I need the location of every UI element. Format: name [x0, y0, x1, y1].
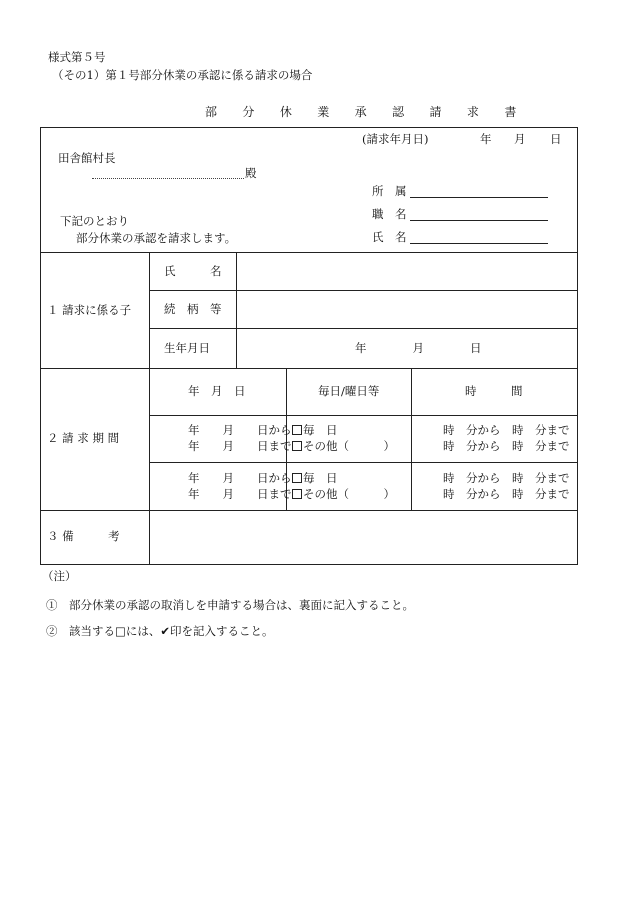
position-label: 職 名 [372, 207, 407, 221]
every-day-label: 毎 日 [303, 423, 338, 437]
table-border-right [577, 127, 578, 565]
name-field[interactable] [410, 243, 548, 244]
section2-col-divider-2 [411, 368, 412, 510]
table-border-top [40, 127, 577, 128]
other-label: その他（ ） [303, 439, 395, 453]
column-header-frequency: 毎日/曜日等 [318, 384, 380, 398]
divider-section1 [40, 368, 577, 369]
other-label: その他（ ） [303, 487, 395, 501]
column-header-time: 時 間 [465, 384, 523, 398]
period1-time-1[interactable]: 時 分から 時 分まで [443, 423, 570, 437]
page-title: 部 分 休 業 承 認 請 求 書 [205, 105, 528, 119]
position-field[interactable] [410, 220, 548, 221]
section2-label: ２ 請 求 期 間 [47, 431, 120, 445]
every-day-label: 毎 日 [303, 471, 338, 485]
period1-date-from[interactable]: 年 月 日から [188, 423, 292, 437]
child-name-label: 氏 名 [164, 264, 222, 278]
checkbox-icon[interactable] [292, 473, 302, 483]
remarks-field[interactable] [153, 514, 573, 560]
table-border-left [40, 127, 41, 565]
affiliation-field[interactable] [410, 197, 548, 198]
column-header-date: 年 月 日 [188, 384, 246, 398]
period2-other-option[interactable] [292, 489, 395, 501]
section1-row-line-1 [149, 290, 577, 291]
form-number: 様式第５号 [48, 50, 106, 64]
request-year[interactable]: 年 [480, 132, 492, 146]
request-month[interactable]: 月 [514, 132, 526, 146]
table-border-bottom [40, 564, 577, 565]
period1-time-2[interactable]: 時 分から 時 分まで [443, 439, 570, 453]
child-dob-label: 生年月日 [164, 341, 210, 355]
divider-top-section [40, 252, 577, 253]
addressee-dotted-line[interactable] [92, 178, 244, 179]
statement-line2: 部分休業の承認を請求します。 [76, 231, 237, 245]
period1-date-to[interactable]: 年 月 日まで [188, 439, 292, 453]
note-1: ① 部分休業の承認の取消しを申請する場合は、裏面に記入すること。 [46, 598, 414, 612]
section1-row-line-2 [149, 328, 577, 329]
period2-time-1[interactable]: 時 分から 時 分まで [443, 471, 570, 485]
child-dob-value[interactable]: 年 月 日 [355, 341, 482, 355]
statement-line1: 下記のとおり [60, 214, 129, 228]
checkbox-icon[interactable] [292, 489, 302, 499]
section1-label: １ 請求に係る子 [47, 303, 132, 317]
addressee: 田舎館村長 [58, 151, 116, 165]
period1-every-day-option[interactable] [292, 425, 338, 437]
honorific: 殿 [245, 166, 257, 180]
section2-row-line-1 [149, 415, 577, 416]
affiliation-label: 所 属 [372, 184, 407, 198]
section2-row-line-2 [149, 462, 577, 463]
period2-every-day-option[interactable] [292, 473, 338, 485]
period2-date-from[interactable]: 年 月 日から [188, 471, 292, 485]
child-relation-field[interactable] [240, 294, 574, 324]
request-date-label: (請求年月日) [362, 132, 429, 146]
period2-date-to[interactable]: 年 月 日まで [188, 487, 292, 501]
child-relation-label: 続 柄 等 [164, 302, 222, 316]
section3-label: ３ 備 考 [47, 529, 120, 543]
checkbox-icon[interactable] [292, 425, 302, 435]
section1-inner-divider [236, 252, 237, 368]
child-name-field[interactable] [240, 256, 574, 286]
divider-section2 [40, 510, 577, 511]
notes-heading: （注） [42, 569, 77, 583]
note-2: ② 該当する□には、✔印を記入すること。 [46, 624, 274, 638]
period2-time-2[interactable]: 時 分から 時 分まで [443, 487, 570, 501]
period1-other-option[interactable] [292, 441, 395, 453]
form-case: （その1）第１号部分休業の承認に係る請求の場合 [52, 68, 313, 82]
checkbox-icon[interactable] [292, 441, 302, 451]
name-label: 氏 名 [372, 230, 407, 244]
request-day[interactable]: 日 [550, 132, 562, 146]
label-column-divider [149, 252, 150, 565]
